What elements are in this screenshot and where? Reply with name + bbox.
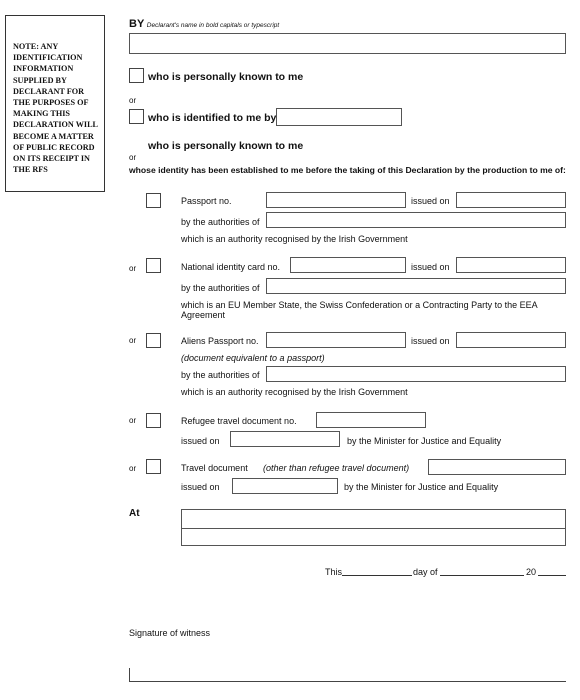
personally-known-label: who is personally known to me <box>148 71 304 83</box>
or-label: or <box>129 153 137 162</box>
passport-authorities-label: by the authorities of <box>181 217 260 227</box>
passport-issued-field[interactable] <box>456 192 566 208</box>
or-label: or <box>129 416 137 425</box>
national-id-recognised-text: which is an EU Member State, the Swiss Confederation or a Contracting Party to the EEA Agreement <box>181 300 538 320</box>
by-hint: Declarant's name in bold capitals or typescript <box>146 22 280 29</box>
national-id-label: National identity card no. <box>181 262 281 272</box>
year-field[interactable] <box>538 575 566 576</box>
refugee-doc-label: Refugee travel document no. <box>181 416 297 426</box>
identified-label: who is identified to me by <box>148 112 277 124</box>
aliens-passport-authorities-label: by the authorities of <box>181 370 260 380</box>
aliens-passport-recognised-text: which is an authority recognised by the Irish Government <box>181 387 408 397</box>
or-label: or <box>129 264 137 273</box>
signature-field[interactable] <box>129 668 566 682</box>
date-year-label: 20 <box>526 567 537 577</box>
or-label: or <box>129 96 137 105</box>
declarant-name-field[interactable] <box>129 33 566 54</box>
refugee-doc-issued-label: issued on <box>181 436 220 446</box>
date-this-label: This <box>325 567 343 577</box>
place-field[interactable] <box>181 509 566 546</box>
date-day-of-label: day of <box>413 567 438 577</box>
aliens-passport-equivalent-note: (document equivalent to a passport) <box>181 353 325 363</box>
passport-authorities-field[interactable] <box>266 212 566 228</box>
aliens-passport-checkbox[interactable] <box>146 333 161 348</box>
refugee-doc-minister-text: by the Minister for Justice and Equality <box>347 436 502 446</box>
passport-recognised-text: which is an authority recognised by the Irish Government <box>181 234 408 244</box>
by-heading <box>129 18 279 30</box>
by-label: BY <box>129 18 145 30</box>
national-id-issued-field[interactable] <box>456 257 566 273</box>
national-id-authorities-label: by the authorities of <box>181 283 260 293</box>
refugee-doc-number-field[interactable] <box>316 412 426 428</box>
aliens-passport-number-field[interactable] <box>266 332 406 348</box>
identified-by-field[interactable] <box>276 108 402 126</box>
travel-doc-number-field[interactable] <box>428 459 566 475</box>
national-id-issued-label: issued on <box>411 262 450 272</box>
passport-issued-label: issued on <box>411 196 450 206</box>
identity-established-text: whose identity has been established to me before the taking of this Declaration by the production to me of: <box>129 165 566 175</box>
at-label: At <box>129 508 140 519</box>
national-id-authorities-field[interactable] <box>266 278 566 294</box>
passport-label: Passport no. <box>181 196 232 206</box>
or-label: or <box>129 464 137 473</box>
travel-doc-minister-text: by the Minister for Justice and Equality <box>344 482 499 492</box>
personally-known-label-2: who is personally known to me <box>148 140 304 152</box>
travel-doc-issued-field[interactable] <box>232 478 338 494</box>
travel-doc-label: Travel document <box>181 463 248 473</box>
aliens-passport-authorities-field[interactable] <box>266 366 566 382</box>
aliens-passport-label: Aliens Passport no. <box>181 336 259 346</box>
personally-known-checkbox[interactable] <box>129 68 144 83</box>
refugee-doc-checkbox[interactable] <box>146 413 161 428</box>
travel-doc-checkbox[interactable] <box>146 459 161 474</box>
aliens-passport-issued-label: issued on <box>411 336 450 346</box>
national-id-checkbox[interactable] <box>146 258 161 273</box>
refugee-doc-issued-field[interactable] <box>230 431 340 447</box>
signature-label: Signature of witness <box>129 628 211 638</box>
place-field-divider <box>182 528 565 529</box>
aliens-passport-issued-field[interactable] <box>456 332 566 348</box>
identified-checkbox[interactable] <box>129 109 144 124</box>
or-label: or <box>129 336 137 345</box>
travel-doc-qualifier: (other than refugee travel document) <box>263 463 410 473</box>
day-field[interactable] <box>342 575 412 576</box>
passport-number-field[interactable] <box>266 192 406 208</box>
travel-doc-issued-label: issued on <box>181 482 220 492</box>
national-id-number-field[interactable] <box>290 257 406 273</box>
month-field[interactable] <box>440 575 524 576</box>
public-record-note: NOTE: ANY IDENTIFICATION INFORMATION SUPPLIED BY DECLARANT FOR THE PURPOSES OF MAKING THIS DECLARATION WILL BECOME A MATTER OF PUBLIC RECORD ON ITS RECEIPT IN THE RFS <box>5 15 105 192</box>
passport-checkbox[interactable] <box>146 193 161 208</box>
